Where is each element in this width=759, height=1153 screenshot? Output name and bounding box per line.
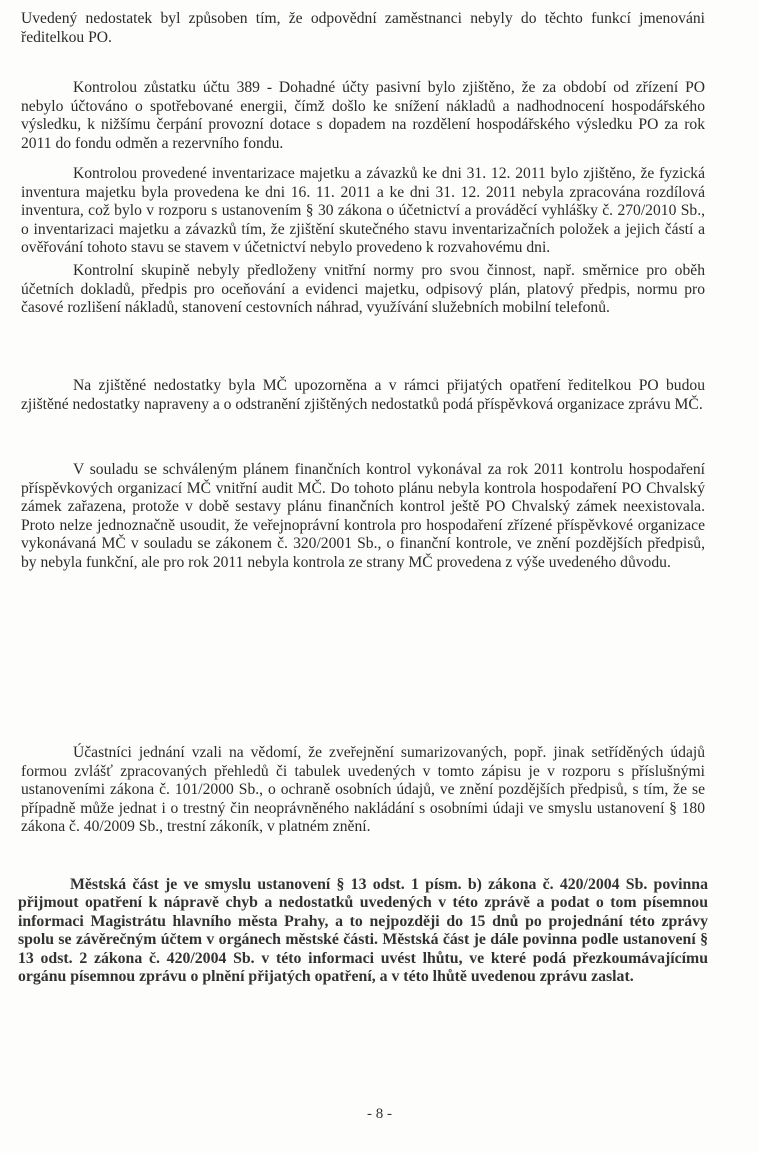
paragraph-internal-norms-text: Kontrolní skupině nebyly předloženy vnitřní normy pro svou činnost, např. směrnice pro oběh účetních dokladů, předpis pro oceňování a evidenci majetku, odpisový plán, platový předpis, normu pro časové rozlišení nákladů, stanovení cestovních náhrad, využívání služebních mobilní telefonů. <box>21 262 705 317</box>
paragraph-financial-control-text: V souladu se schváleným plánem finančních kontrol vykonával za rok 2011 kontrolu hospodaření příspěvkových organizací MČ vnitřní audit MČ. Do tohoto plánu nebyla kontrola hospodaření PO Chvalský zámek zařazena, protože v době sestavy plánu finančních kontrol ještě PO Chvalský zámek neexistovala. Proto nelze jednoznačně usoudit, že veřejnoprávní kontrola pro hospodaření zřízené příspěvkové organizace vykonávaná MČ v souladu se zákonem č. 320/2001 Sb., o finanční kontrole, ve znění pozdějších předpisů, by nebyla funkční, ale pro rok 2011 nebyla kontrola ze strany MČ provedena z výše uvedeného důvodu. <box>21 461 705 571</box>
paragraph-account-389 <box>21 79 705 153</box>
paragraph-internal-norms <box>21 262 705 318</box>
paragraph-financial-control <box>21 461 705 573</box>
paragraph-staff-appointment: Uvedený nedostatek byl způsoben tím, že odpovědní zaměstnanci nebyly do těchto funkcí jmenováni ředitelkou PO. <box>21 10 705 46</box>
paragraph-remedy <box>21 377 705 414</box>
paragraph-inventory <box>21 165 705 258</box>
paragraph-obligations-text: Městská část je ve smyslu ustanovení § 13 odst. 1 písm. b) zákona č. 420/2004 Sb. povinna přijmout opatření k nápravě chyb a nedostatků uvedených v této zprávě a podat o tom písemnou informaci Magistrátu hlavního města Prahy, a to nejpozději do 15 dnů po projednání této zprávy spolu se závěrečným účtem v orgánech městské části. Městská část je dále povinna podle ustanovení § 13 odst. 2 zákona č. 420/2004 Sb. v této informaci uvést lhůtu, ve které podá přezkoumávajícímu orgánu písemnou zprávu o plnění přijatých opatření, a v této lhůtě uvedenou zprávu zaslat. <box>18 876 708 986</box>
paragraph-remedy-text: Na zjištěné nedostatky byla MČ upozorněna a v rámci přijatých opatření ředitelkou PO budou zjištěné nedostatky napraveny a o odstranění zjištěných nedostatků podá příspěvková organizace zprávu MČ. <box>21 377 705 413</box>
paragraph-account-389-text: Kontrolou zůstatku účtu 389 - Dohadné účty pasivní bylo zjištěno, že za období od zřízení PO nebylo účtováno o spotřebované energii, čímž došlo ke snížení nákladů a nadhodnocení hospodářského výsledku, k nižšímu čerpání provozní dotace s dopadem na rozdělení hospodářského výsledku PO za rok 2011 do fondu odměn a rezervního fondu. <box>21 79 705 152</box>
paragraph-obligations <box>18 876 708 986</box>
paragraph-data-protection-text: Účastníci jednání vzali na vědomí, že zveřejnění sumarizovaných, popř. jinak setříděných údajů formou zvlášť zpracovaných přehledů či tabulek uvedených v tomto zápisu je v rozporu s příslušnými ustanoveními zákona č. 101/2000 Sb., o ochraně osobních údajů, ve znění pozdějších předpisů, s tím, že se případně může jednat i o trestný čin neoprávněného nakládání s osobními údaji ve smyslu ustanovení § 180 zákona č. 40/2009 Sb., trestní zákoník, v platném znění. <box>21 744 705 836</box>
paragraph-data-protection <box>21 744 705 837</box>
page-number: - 8 - <box>367 1106 392 1122</box>
paragraph-inventory-text: Kontrolou provedené inventarizace majetku a závazků ke dni 31. 12. 2011 bylo zjištěno, že fyzická inventura majetku byla provedena ke dni 16. 11. 2011 a ke dni 31. 12. 2011 nebyla zpracována rozdílová inventura, což bylo v rozporu s ustanovením § 30 zákona o účetnictví a prováděcí vyhlášky č. 270/2010 Sb., o inventarizaci majetku a závazků tím, že zjištění skutečného stavu inventarizačních položek a jejich částí a ověřování tohoto stavu se stavem v účetnictví nebylo provedeno k rozvahovému dni. <box>21 165 705 257</box>
